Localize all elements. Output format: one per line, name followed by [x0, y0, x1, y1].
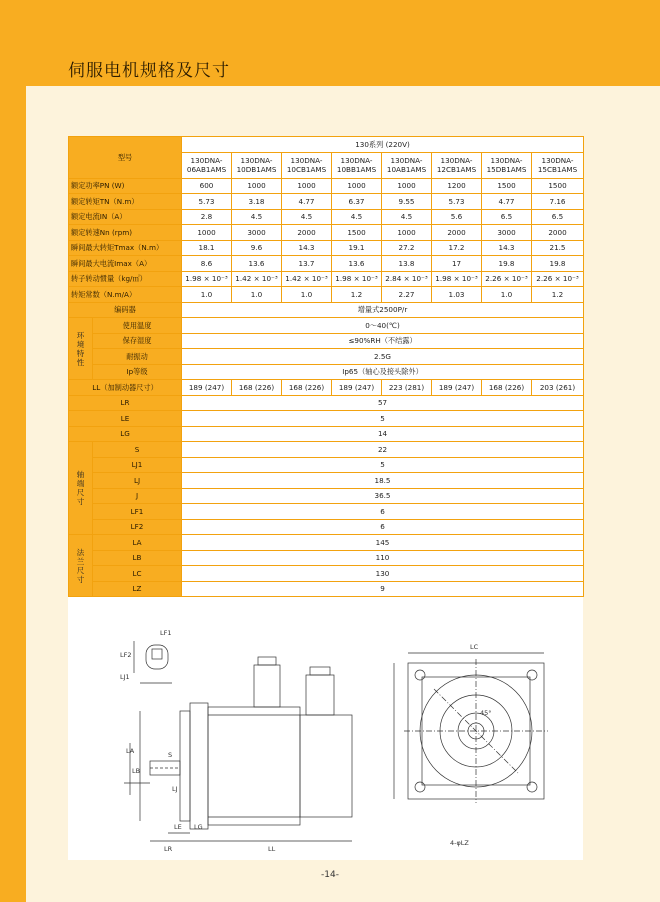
spec-value: 1.98 × 10⁻³ [182, 271, 232, 287]
table-row [69, 209, 584, 225]
dim-label: LR [69, 395, 182, 411]
series-header: 130系列 (220V) [182, 137, 584, 153]
label-s: S [168, 751, 173, 759]
flange-group: 法 兰 尺 寸 [69, 535, 93, 597]
table-row [69, 411, 584, 427]
label-lg: LG [194, 823, 203, 831]
env-label: Ip等级 [93, 364, 182, 380]
spec-label: 瞬间最大转矩Tmax（N.m） [69, 240, 182, 256]
shaft-value: 6 [182, 519, 584, 535]
label-angle: 45° [480, 709, 492, 717]
spec-value: 1.0 [232, 287, 282, 303]
spec-value: 17 [432, 256, 482, 272]
power-connector [254, 665, 280, 707]
spec-value: 2.27 [382, 287, 432, 303]
label-lc: LC [470, 643, 479, 651]
spec-value: 5.73 [182, 194, 232, 210]
ll-value: 189 (247) [182, 380, 232, 396]
label-lj1: LJ1 [120, 673, 130, 681]
spec-value: 5.73 [432, 194, 482, 210]
shaft-value: 18.5 [182, 473, 584, 489]
spec-value: 19.1 [332, 240, 382, 256]
flange-value: 145 [182, 535, 584, 551]
ll-value: 223 (281) [382, 380, 432, 396]
spec-label: 转矩常数（N.m/A） [69, 287, 182, 303]
page-title: 伺服电机规格及尺寸 [68, 61, 230, 81]
shaft-label: LF1 [93, 504, 182, 520]
spec-label: 额定转速Nn (rpm) [69, 225, 182, 241]
spec-value: 1000 [232, 178, 282, 194]
spec-value: 3000 [232, 225, 282, 241]
shaft-value: 6 [182, 504, 584, 520]
table-row [69, 240, 584, 256]
table-row [69, 473, 584, 489]
spec-value: 14.3 [482, 240, 532, 256]
spec-value: 7.16 [532, 194, 584, 210]
spec-value: 18.1 [182, 240, 232, 256]
table-row [69, 395, 584, 411]
table-row [69, 550, 584, 566]
spec-value: 2.84 × 10⁻³ [382, 271, 432, 287]
spec-value: 1.03 [432, 287, 482, 303]
environment-group: 环 境 特 性 [69, 318, 93, 380]
table-row [69, 457, 584, 473]
ll-value: 189 (247) [432, 380, 482, 396]
encoder-connector [306, 675, 334, 715]
table-row [69, 504, 584, 520]
spec-label: 额定功率PN (W) [69, 178, 182, 194]
spec-value: 2.8 [182, 209, 232, 225]
shaft-value: 5 [182, 457, 584, 473]
keyway-detail [146, 645, 168, 669]
spec-value: 19.8 [482, 256, 532, 272]
spec-value: 1.2 [532, 287, 584, 303]
spec-value: 1000 [282, 178, 332, 194]
spec-value: 4.77 [282, 194, 332, 210]
flange-side [180, 711, 190, 821]
dim-value: 14 [182, 426, 584, 442]
table-row [69, 287, 584, 303]
dim-value: 5 [182, 411, 584, 427]
header-bar [0, 0, 660, 86]
spec-value: 4.5 [282, 209, 332, 225]
label-lf2: LF2 [120, 651, 132, 659]
table-row [69, 333, 584, 349]
env-value: ≤90%RH（不结露） [182, 333, 584, 349]
ll-value: 189 (247) [332, 380, 382, 396]
shaft-value: 22 [182, 442, 584, 458]
spec-value: 2000 [532, 225, 584, 241]
spec-value: 27.2 [382, 240, 432, 256]
spec-value: 14.3 [282, 240, 332, 256]
table-row [69, 256, 584, 272]
flange-label: LA [93, 535, 182, 551]
spec-value: 13.7 [282, 256, 332, 272]
shaft-value: 36.5 [182, 488, 584, 504]
spec-value: 3.18 [232, 194, 282, 210]
label-ll: LL [268, 845, 276, 853]
spec-value: 1.98 × 10⁻³ [432, 271, 482, 287]
spec-value: 5.6 [432, 209, 482, 225]
spec-value: 600 [182, 178, 232, 194]
shaft-label: S [93, 442, 182, 458]
motor-drawing-svg [68, 623, 583, 860]
table-row [69, 535, 584, 551]
env-value: 2.5G [182, 349, 584, 365]
table-row [69, 271, 584, 287]
spec-value: 8.6 [182, 256, 232, 272]
table-row [69, 178, 584, 194]
spec-table [68, 136, 584, 597]
label-lb: LB [132, 767, 141, 775]
spec-label: 额定电流IN（A） [69, 209, 182, 225]
table-row [69, 581, 584, 597]
flange-label: LZ [93, 581, 182, 597]
table-row [69, 318, 584, 334]
spec-value: 13.6 [332, 256, 382, 272]
label-4lz: 4-φLZ [450, 839, 469, 847]
ll-value: 168 (226) [232, 380, 282, 396]
spec-value: 1000 [382, 178, 432, 194]
model-cell: 130DNA- 10BB1AMS [332, 152, 382, 178]
spec-value: 19.8 [532, 256, 584, 272]
table-row [69, 442, 584, 458]
spec-value: 17.2 [432, 240, 482, 256]
spec-label: 瞬间最大电流Imax（A） [69, 256, 182, 272]
encoder-label: 编码器 [69, 302, 182, 318]
table-row [69, 225, 584, 241]
spec-value: 1.2 [332, 287, 382, 303]
spec-value: 1.42 × 10⁻³ [282, 271, 332, 287]
shaft-group: 轴 端 尺 寸 [69, 442, 93, 535]
spec-value: 1000 [382, 225, 432, 241]
label-lj: LJ [172, 785, 178, 793]
env-value: 0～40(℃) [182, 318, 584, 334]
dim-label: LE [69, 411, 182, 427]
model-cell: 130DNA- 15CB1AMS [532, 152, 584, 178]
spec-value: 1000 [182, 225, 232, 241]
model-cell: 130DNA- 12CB1AMS [432, 152, 482, 178]
flange-value: 130 [182, 566, 584, 582]
spec-value: 2000 [282, 225, 332, 241]
spec-value: 1.0 [482, 287, 532, 303]
spec-value: 1.0 [182, 287, 232, 303]
spec-value: 9.6 [232, 240, 282, 256]
table-row [69, 364, 584, 380]
dim-value: 57 [182, 395, 584, 411]
spec-value: 6.5 [482, 209, 532, 225]
spec-value: 13.6 [232, 256, 282, 272]
flange-label: LB [93, 550, 182, 566]
motor-body [208, 707, 300, 825]
encoder-value: 增量式2500P/r [182, 302, 584, 318]
spec-value: 13.8 [382, 256, 432, 272]
spec-value: 1500 [482, 178, 532, 194]
side-stripe [0, 86, 26, 902]
ll-value: 168 (226) [282, 380, 332, 396]
spec-value: 4.5 [232, 209, 282, 225]
model-cell: 130DNA- 10CB1AMS [282, 152, 332, 178]
table-row [69, 426, 584, 442]
table-row [69, 194, 584, 210]
shaft-label: LF2 [93, 519, 182, 535]
spec-value: 1.0 [282, 287, 332, 303]
table-row [69, 302, 584, 318]
spec-value: 1.42 × 10⁻³ [232, 271, 282, 287]
label-lf1: LF1 [160, 629, 172, 637]
label-le: LE [174, 823, 182, 831]
spec-value: 2.26 × 10⁻³ [482, 271, 532, 287]
spec-value: 4.77 [482, 194, 532, 210]
spec-label: 额定转矩TN（N.m） [69, 194, 182, 210]
spec-label: 转子转动惯量（kg/㎡） [69, 271, 182, 287]
env-value: Ip65（轴心及接头除外） [182, 364, 584, 380]
env-label: 耐振动 [93, 349, 182, 365]
model-header: 型号 [69, 137, 182, 179]
env-label: 保存湿度 [93, 333, 182, 349]
spec-value: 21.5 [532, 240, 584, 256]
spec-value: 1500 [532, 178, 584, 194]
flange-value: 9 [182, 581, 584, 597]
spec-table-body [69, 137, 584, 597]
spec-value: 6.5 [532, 209, 584, 225]
table-row [69, 349, 584, 365]
table-row [69, 137, 584, 153]
table-row [69, 566, 584, 582]
page-number: -14- [321, 870, 339, 880]
spec-value: 1.98 × 10⁻³ [332, 271, 382, 287]
spec-value: 4.5 [332, 209, 382, 225]
table-row [69, 380, 584, 396]
model-cell: 130DNA- 10AB1AMS [382, 152, 432, 178]
spec-value: 3000 [482, 225, 532, 241]
shaft-label: J [93, 488, 182, 504]
model-cell: 130DNA- 10DB1AMS [232, 152, 282, 178]
spec-value: 4.5 [382, 209, 432, 225]
shaft-label: LJ [93, 473, 182, 489]
label-lr: LR [164, 845, 173, 853]
spec-value: 1000 [332, 178, 382, 194]
spec-value: 1500 [332, 225, 382, 241]
ll-label: LL（加制动器尺寸） [69, 380, 182, 396]
dimension-drawing [68, 623, 583, 860]
table-row [69, 519, 584, 535]
model-cell: 130DNA- 06AB1AMS [182, 152, 232, 178]
ll-value: 203 (261) [532, 380, 584, 396]
flange-label: LC [93, 566, 182, 582]
shaft-label: LJ1 [93, 457, 182, 473]
table-row [69, 488, 584, 504]
encoder-housing [300, 715, 352, 817]
spec-value: 1200 [432, 178, 482, 194]
env-label: 使用温度 [93, 318, 182, 334]
spec-value: 2000 [432, 225, 482, 241]
spec-value: 9.55 [382, 194, 432, 210]
spec-value: 6.37 [332, 194, 382, 210]
flange-value: 110 [182, 550, 584, 566]
spec-value: 2.26 × 10⁻³ [532, 271, 584, 287]
dim-label: LG [69, 426, 182, 442]
ll-value: 168 (226) [482, 380, 532, 396]
label-la: LA [126, 747, 135, 755]
model-cell: 130DNA- 15DB1AMS [482, 152, 532, 178]
